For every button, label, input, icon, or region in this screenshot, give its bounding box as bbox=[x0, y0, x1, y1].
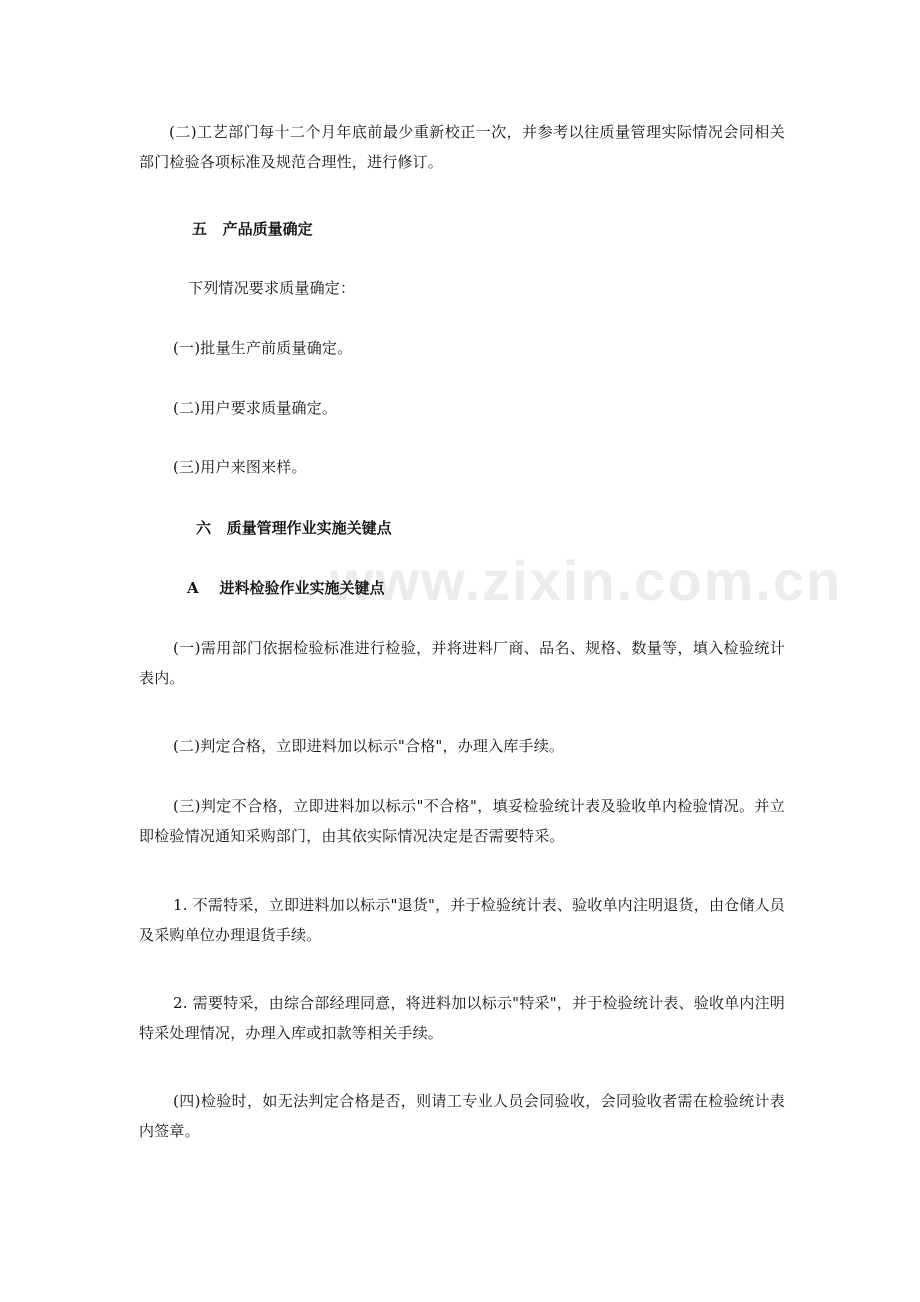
subsection-heading-a: A 进料检验作业实施关键点 bbox=[187, 579, 385, 597]
section-heading-6: 六 质量管理作业实施关键点 bbox=[196, 519, 392, 537]
list-item-3: (三)用户来图来样。 bbox=[173, 458, 307, 476]
paragraph-special-purchase: 2. 需要特采，由综合部经理同意，将进料加以标示"特采"，并于检验统计表、验收单内注明特采处理情况，办理入库或扣款等相关手续。 bbox=[139, 994, 785, 1042]
paragraph-inspection: (一)需用部门依据检验标准进行检验，并将进料厂商、品名、规格、数量等，填入检验统计表内。 bbox=[139, 639, 785, 687]
watermark: www.zixin.com.cn bbox=[330, 549, 843, 612]
paragraph-joint-inspection: (四)检验时，如无法判定合格是否，则请工专业人员会同验收，会同验收者需在检验统计表内签章。 bbox=[139, 1092, 785, 1140]
paragraph-return: 1. 不需特采，立即进料加以标示"退货"，并于检验统计表、验收单内注明退货，由仓储人员及采购单位办理退货手续。 bbox=[139, 896, 785, 944]
list-item-1: (一)批量生产前质量确定。 bbox=[173, 339, 353, 357]
paragraph-unqualified: (三)判定不合格，立即进料加以标示"不合格"，填妥检验统计表及验收单内检验情况。并立即检验情况通知采购部门，由其依实际情况决定是否需要特采。 bbox=[139, 797, 785, 845]
list-item-2: (二)用户要求质量确定。 bbox=[173, 399, 338, 417]
paragraph-qualified: (二)判定合格，立即进料加以标示"合格"，办理入库手续。 bbox=[173, 737, 565, 755]
paragraph-calibration: (二)工艺部门每十二个月年底前最少重新校正一次，并参考以往质量管理实际情况会同相关部门检验各项标准及规范合理性，进行修订。 bbox=[139, 123, 785, 171]
section-heading-5: 五 产品质量确定 bbox=[192, 220, 313, 238]
paragraph-intro: 下列情况要求质量确定： bbox=[188, 279, 356, 297]
